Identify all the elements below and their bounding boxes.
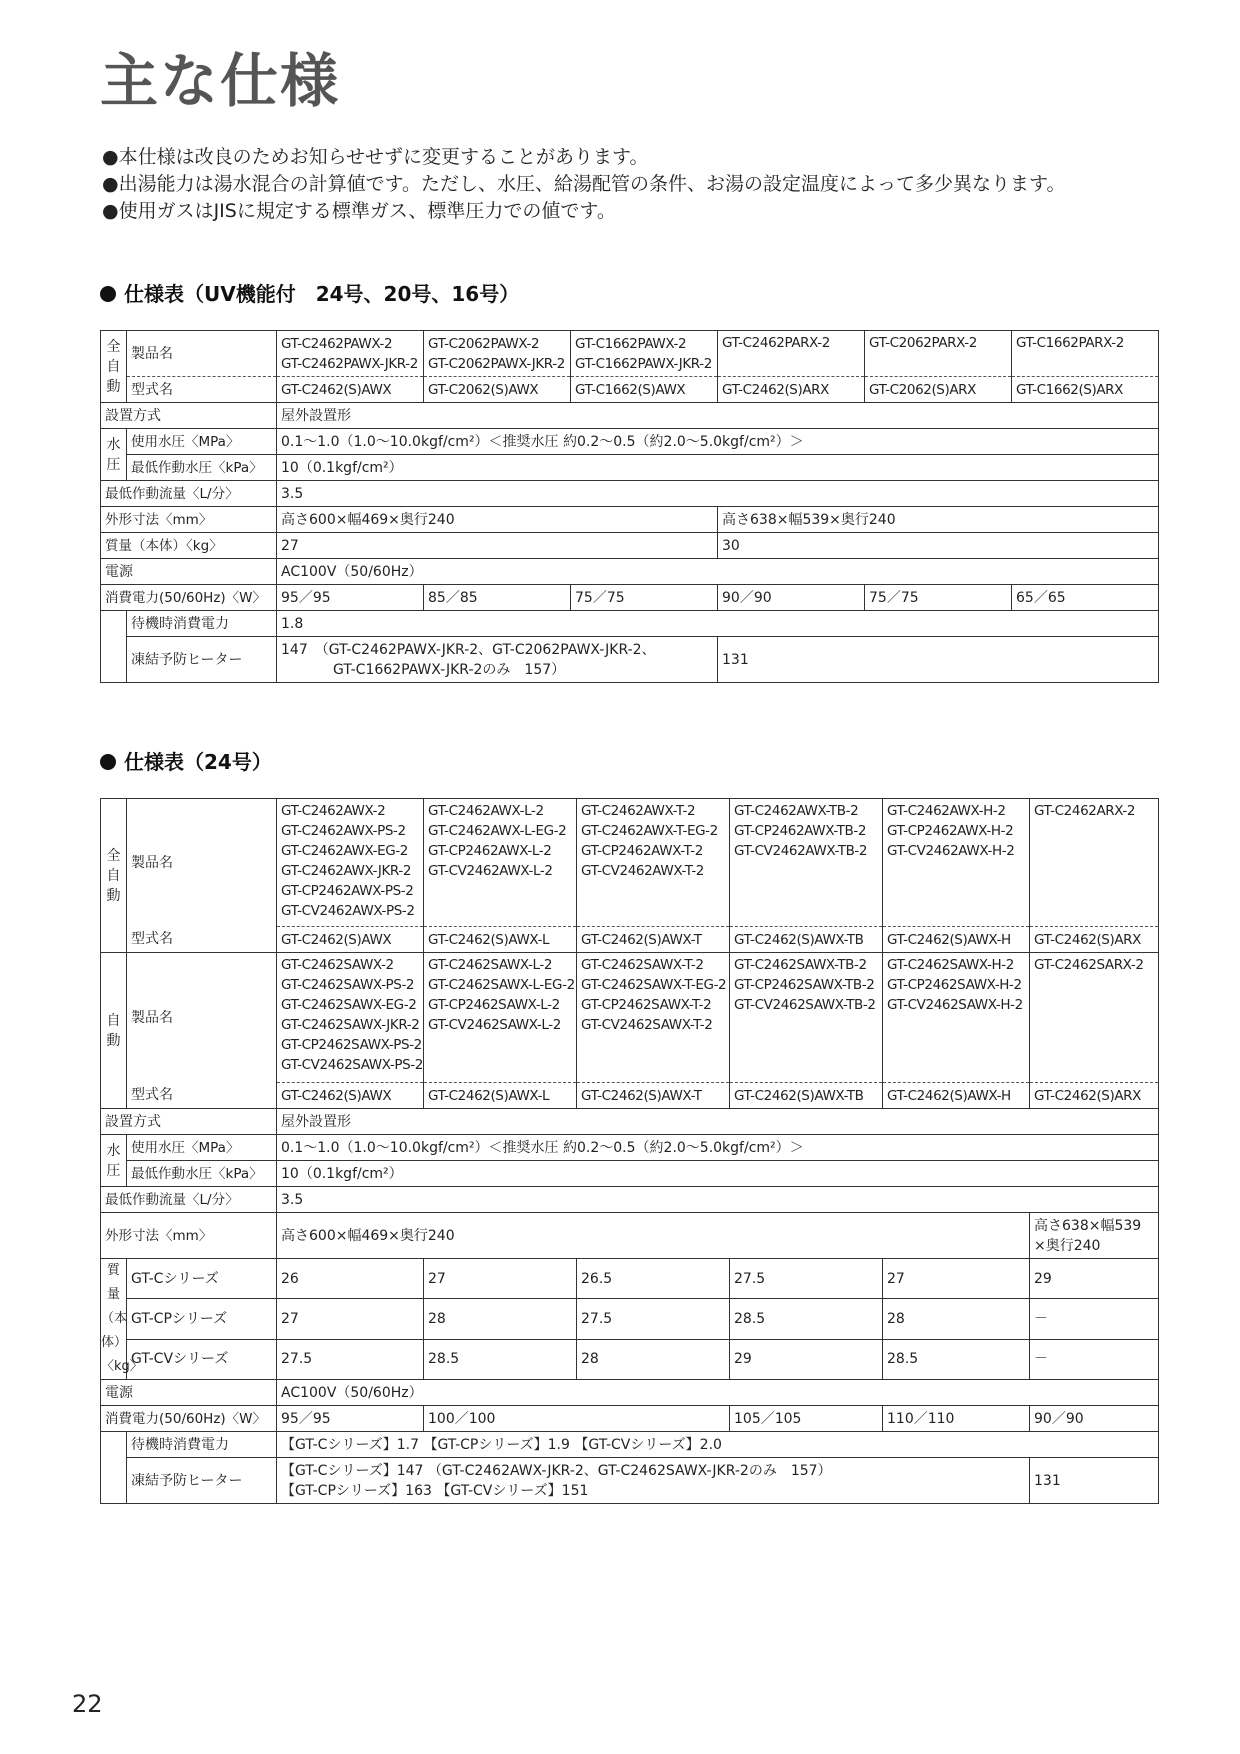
mass-value: 27.5 (577, 1299, 730, 1339)
consumption-value: 105／105 (730, 1406, 883, 1432)
product-cell: GT-C2462SAWX-T-2 GT-C2462SAWX-T-EG-2 GT-CP2462SAWX-T-2 GT-CV2462SAWX-T-2 (577, 953, 730, 1083)
model-cell: GT-C2062(S)ARX (865, 377, 1012, 403)
mass-value: 26.5 (577, 1259, 730, 1299)
group-label-mass: 質 量 （本体） 〈kg〉 (101, 1259, 127, 1380)
model-cell: GT-C2462(S)AWX-L (424, 1083, 577, 1109)
notes (102, 144, 1066, 225)
group-label-water: 水圧 (101, 429, 127, 481)
dims-value: 高さ600×幅469×奥行240 (277, 507, 718, 533)
mass-value: 27 (277, 1299, 424, 1339)
consumption-value: 95／95 (277, 585, 424, 611)
mass-value: 27.5 (730, 1259, 883, 1299)
consumption-value: 95／95 (277, 1406, 424, 1432)
heater-value: 131 (1030, 1458, 1159, 1504)
product-cell: GT-C2462SAWX-2 GT-C2462SAWX-PS-2 GT-C2462SAWX-EG-2 GT-C2462SAWX-JKR-2 GT-CP2462SAWX-PS-2 GT-CV2462SAWX-PS-2 (277, 953, 424, 1083)
product-cell: GT-C2462AWX-H-2 GT-CP2462AWX-H-2 GT-CV2462AWX-H-2 (883, 799, 1030, 927)
consumption-value: 75／75 (571, 585, 718, 611)
page-number: 22 (72, 1690, 103, 1718)
mass-value: 26 (277, 1259, 424, 1299)
label-product: 製品名 (127, 953, 277, 1083)
mass-value: 27 (424, 1259, 577, 1299)
product-cell: GT-C2062PARX-2 (865, 331, 1012, 377)
dims-value: 高さ600×幅469×奥行240 (277, 1213, 1030, 1259)
consumption-value: 90／90 (1030, 1406, 1159, 1432)
model-cell: GT-C1662(S)ARX (1012, 377, 1159, 403)
heater-value: 147 （GT-C2462PAWX-JKR-2、GT-C2062PAWX-JKR-2、 GT-C1662PAWX-JKR-2のみ 157） (277, 637, 718, 683)
label-pressure: 使用水圧〈MPa〉 (127, 1135, 277, 1161)
heater-value: 131 (718, 637, 1159, 683)
model-cell: GT-C2462(S)ARX (1030, 1083, 1159, 1109)
group-label-full-auto: 全自動 (101, 799, 127, 953)
mass-value: 27 (277, 533, 718, 559)
product-cell: GT-C2462AWX-T-2 GT-C2462AWX-T-EG-2 GT-CP2462AWX-T-2 GT-CV2462AWX-T-2 (577, 799, 730, 927)
label-mass: 質量（本体）〈kg〉 (101, 533, 277, 559)
product-cell: GT-C2462PAWX-2 GT-C2462PAWX-JKR-2 (277, 331, 424, 377)
model-cell: GT-C2462(S)ARX (718, 377, 865, 403)
label-install: 設置方式 (101, 1109, 277, 1135)
label-min-flow: 最低作動流量〈L/分〉 (101, 481, 277, 507)
label-model: 型式名 (127, 1083, 277, 1109)
model-cell: GT-C2462(S)AWX (277, 377, 424, 403)
section-heading-24 (100, 746, 272, 775)
label-min-pressure: 最低作動水圧〈kPa〉 (127, 1161, 277, 1187)
label-power: 電源 (101, 1380, 277, 1406)
indent-spacer (101, 611, 127, 683)
mass-value: 28.5 (730, 1299, 883, 1339)
note-item: ●本仕様は改良のためお知らせせずに変更することがあります。 (102, 146, 649, 168)
product-cell: GT-C2462SAWX-H-2 GT-CP2462SAWX-H-2 GT-CV2462SAWX-H-2 (883, 953, 1030, 1083)
note-item: ●出湯能力は湯水混合の計算値です。ただし、水圧、給湯配管の条件、お湯の設定温度によって多少異なります。 (102, 173, 1066, 195)
spec-table-24 (100, 798, 1159, 1504)
standby-value: 【GT-Cシリーズ】1.7 【GT-CPシリーズ】1.9 【GT-CVシリーズ】2.0 (277, 1432, 1159, 1458)
model-cell: GT-C2462(S)AWX-T (577, 1083, 730, 1109)
label-product: 製品名 (127, 799, 277, 927)
dims-value: 高さ638×幅539×奥行240 (718, 507, 1159, 533)
label-heater: 凍結予防ヒーター (127, 637, 277, 683)
label-model: 型式名 (127, 377, 277, 403)
product-cell: GT-C1662PAWX-2 GT-C1662PAWX-JKR-2 (571, 331, 718, 377)
power-value: AC100V（50/60Hz） (277, 559, 1159, 585)
pressure-value: 0.1～1.0（1.0～10.0kgf/cm²）＜推奨水圧 約0.2～0.5（約2.0～5.0kgf/cm²）＞ (277, 429, 1159, 455)
label-dims: 外形寸法〈mm〉 (101, 1213, 277, 1259)
note-item: ●使用ガスはJISに規定する標準ガス、標準圧力での値です。 (102, 200, 616, 222)
mass-value: 27 (883, 1259, 1030, 1299)
model-cell: GT-C2462(S)AWX-TB (730, 927, 883, 953)
model-cell: GT-C2462(S)AWX (277, 927, 424, 953)
label-series-cp: GT-CPシリーズ (127, 1299, 277, 1339)
product-cell: GT-C2462ARX-2 (1030, 799, 1159, 927)
consumption-value: 100／100 (424, 1406, 730, 1432)
spec-table-uv (100, 330, 1159, 683)
mass-value: － (1030, 1299, 1159, 1339)
product-cell: GT-C2462SAWX-L-2 GT-C2462SAWX-L-EG-2 GT-CP2462SAWX-L-2 GT-CV2462SAWX-L-2 (424, 953, 577, 1083)
group-label-full-auto: 全自動 (101, 331, 127, 403)
bullet-icon (100, 286, 116, 302)
indent-spacer (101, 1432, 127, 1504)
mass-value: 28 (424, 1299, 577, 1339)
model-cell: GT-C2462(S)AWX-H (883, 1083, 1030, 1109)
label-model: 型式名 (127, 927, 277, 953)
label-min-pressure: 最低作動水圧〈kPa〉 (127, 455, 277, 481)
product-cell: GT-C2462AWX-TB-2 GT-CP2462AWX-TB-2 GT-CV2462AWX-TB-2 (730, 799, 883, 927)
pressure-value: 0.1～1.0（1.0～10.0kgf/cm²）＜推奨水圧 約0.2～0.5（約2.0～5.0kgf/cm²）＞ (277, 1135, 1159, 1161)
standby-value: 1.8 (277, 611, 1159, 637)
label-power: 電源 (101, 559, 277, 585)
consumption-value: 85／85 (424, 585, 571, 611)
label-dims: 外形寸法〈mm〉 (101, 507, 277, 533)
model-cell: GT-C2462(S)AWX (277, 1083, 424, 1109)
model-cell: GT-C2462(S)AWX-TB (730, 1083, 883, 1109)
product-cell: GT-C2462AWX-2 GT-C2462AWX-PS-2 GT-C2462AWX-EG-2 GT-C2462AWX-JKR-2 GT-CP2462AWX-PS-2 GT-CV2462AWX-PS-2 (277, 799, 424, 927)
mass-value: 30 (718, 533, 1159, 559)
model-cell: GT-C2462(S)AWX-T (577, 927, 730, 953)
consumption-value: 90／90 (718, 585, 865, 611)
model-cell: GT-C2062(S)AWX (424, 377, 571, 403)
label-consumption: 消費電力(50/60Hz)〈W〉 (101, 1406, 277, 1432)
product-cell: GT-C2462PARX-2 (718, 331, 865, 377)
product-cell: GT-C1662PARX-2 (1012, 331, 1159, 377)
mass-value: 29 (730, 1339, 883, 1379)
model-cell: GT-C2462(S)AWX-H (883, 927, 1030, 953)
product-cell: GT-C2462SARX-2 (1030, 953, 1159, 1083)
install-value: 屋外設置形 (277, 403, 1159, 429)
mass-value: 27.5 (277, 1339, 424, 1379)
model-cell: GT-C1662(S)AWX (571, 377, 718, 403)
mass-value: 28 (883, 1299, 1030, 1339)
label-series-cv: GT-CVシリーズ (127, 1339, 277, 1379)
power-value: AC100V（50/60Hz） (277, 1380, 1159, 1406)
mass-value: 28.5 (424, 1339, 577, 1379)
product-cell: GT-C2062PAWX-2 GT-C2062PAWX-JKR-2 (424, 331, 571, 377)
label-product: 製品名 (127, 331, 277, 377)
label-standby: 待機時消費電力 (127, 1432, 277, 1458)
section-heading-text: 仕様表（24号） (124, 750, 272, 774)
section-heading-text: 仕様表（UV機能付 24号、20号、16号） (124, 282, 520, 306)
heater-value: 【GT-Cシリーズ】147 （GT-C2462AWX-JKR-2、GT-C2462SAWX-JKR-2のみ 157） 【GT-CPシリーズ】163 【GT-CVシリーズ】151 (277, 1458, 1030, 1504)
model-cell: GT-C2462(S)AWX-L (424, 927, 577, 953)
section-heading-uv (100, 278, 519, 307)
label-heater: 凍結予防ヒーター (127, 1458, 277, 1504)
install-value: 屋外設置形 (277, 1109, 1159, 1135)
consumption-value: 65／65 (1012, 585, 1159, 611)
mass-value: － (1030, 1339, 1159, 1379)
group-label-water: 水圧 (101, 1135, 127, 1187)
model-cell: GT-C2462(S)ARX (1030, 927, 1159, 953)
consumption-value: 110／110 (883, 1406, 1030, 1432)
min-flow-value: 3.5 (277, 1187, 1159, 1213)
label-series-c: GT-Cシリーズ (127, 1259, 277, 1299)
label-min-flow: 最低作動流量〈L/分〉 (101, 1187, 277, 1213)
min-flow-value: 3.5 (277, 481, 1159, 507)
bullet-icon (100, 754, 116, 770)
label-install: 設置方式 (101, 403, 277, 429)
label-standby: 待機時消費電力 (127, 611, 277, 637)
mass-value: 28 (577, 1339, 730, 1379)
group-label-auto: 自動 (101, 953, 127, 1109)
label-pressure: 使用水圧〈MPa〉 (127, 429, 277, 455)
min-pressure-value: 10（0.1kgf/cm²） (277, 1161, 1159, 1187)
page-title: 主な仕様 (100, 47, 341, 115)
consumption-value: 75／75 (865, 585, 1012, 611)
mass-value: 28.5 (883, 1339, 1030, 1379)
product-cell: GT-C2462SAWX-TB-2 GT-CP2462SAWX-TB-2 GT-CV2462SAWX-TB-2 (730, 953, 883, 1083)
dims-value: 高さ638×幅539 ×奥行240 (1030, 1213, 1159, 1259)
product-cell: GT-C2462AWX-L-2 GT-C2462AWX-L-EG-2 GT-CP2462AWX-L-2 GT-CV2462AWX-L-2 (424, 799, 577, 927)
label-consumption: 消費電力(50/60Hz)〈W〉 (101, 585, 277, 611)
mass-value: 29 (1030, 1259, 1159, 1299)
min-pressure-value: 10（0.1kgf/cm²） (277, 455, 1159, 481)
